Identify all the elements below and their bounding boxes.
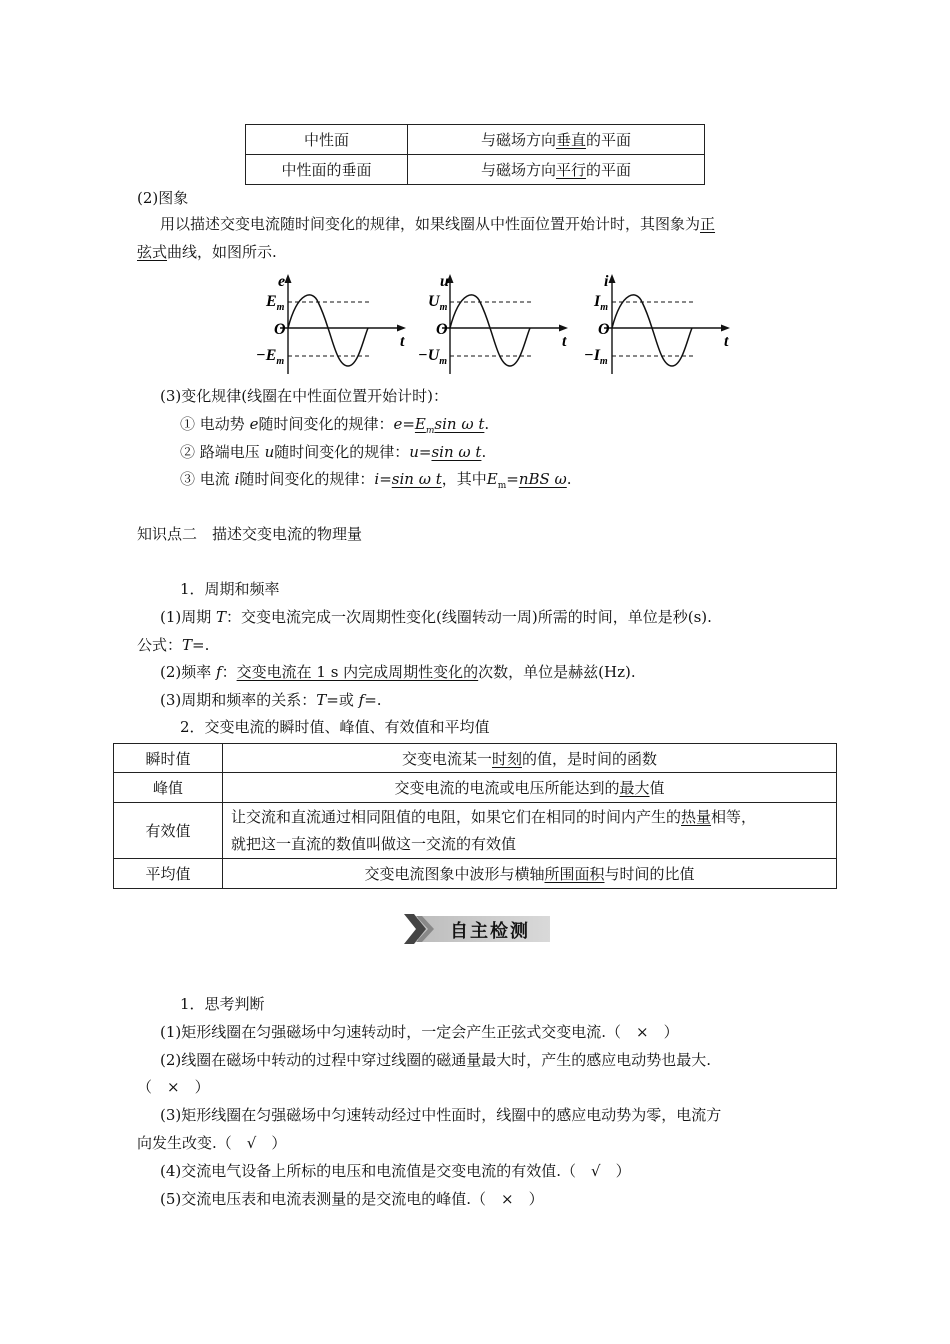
neutral-plane-table — [245, 124, 705, 185]
table1-term: 中性面 — [246, 125, 408, 155]
table1-term: 中性面的垂面 — [246, 155, 408, 185]
y-axis-label: e — [278, 273, 286, 290]
frequency-definition: (2)频率 f：交变电流在 1 s 内完成周期性变化的次数，单位是赫兹(Hz). — [160, 663, 636, 681]
knowledge-point-2-heading: 知识点二 描述交变电流的物理量 — [137, 525, 363, 543]
question-2: (2)线圈在磁场中转动的过程中穿过线圈的磁通量最大时，产生的感应电动势也最大. — [160, 1051, 712, 1069]
value-name: 平均值 — [114, 859, 223, 889]
question-5: (5)交流电压表和电流表测量的是交流电的峰值.（ × ） — [160, 1190, 544, 1208]
period-frequency-title: 1．周期和频率 — [180, 580, 280, 598]
question-3: (3)矩形线圈在匀强磁场中匀速转动经过中性面时，线圈中的感应电动势为零，电流方 — [160, 1106, 722, 1124]
svg-text:t: t — [724, 333, 729, 350]
judgment-title: 1．思考判断 — [180, 995, 265, 1013]
svg-text:i: i — [604, 273, 609, 290]
value-desc: 交变电流的电流或电压所能达到的最大值 — [223, 773, 837, 803]
question-1: (1)矩形线圈在匀强磁场中匀速转动时，一定会产生正弦式交变电流.（ × ） — [160, 1023, 679, 1041]
svg-text:t: t — [400, 333, 405, 350]
ac-values-table — [113, 743, 837, 889]
svg-text:Um: $U_m$ — [428, 293, 448, 313]
self-check-banner — [404, 914, 550, 944]
values-title: 2．交变电流的瞬时值、峰值、有效值和平均值 — [180, 718, 490, 736]
svg-text:u: u — [440, 273, 449, 290]
graph-description-line1: 用以描述交变电流随时间变化的规律，如果线圈从中性面位置开始计时，其图象为正 — [160, 215, 716, 233]
period-frequency-relation: (3)周期和频率的关系：T=或 f=. — [160, 691, 382, 709]
svg-text:O: O — [274, 321, 286, 338]
sine-graphs — [250, 270, 740, 378]
svg-text:t: t — [562, 333, 567, 350]
table1-desc: 与磁场方向垂直的平面 — [408, 125, 705, 155]
graph-description-line2: 弦式曲线，如图所示. — [137, 243, 277, 261]
question-3-cont: 向发生改变.（ √ ） — [137, 1134, 287, 1152]
rule-emf: ① 电动势 e随时间变化的规律：$e=E_m\sin$ ω t. — [180, 415, 490, 436]
svg-text:Em: $E_m$ — [266, 293, 285, 313]
value-name: 瞬时值 — [114, 744, 223, 773]
value-name: 有效值 — [114, 803, 223, 859]
rule-current: ③ 电流 i随时间变化的规律：i=sin ω t，其中$E_m=nBS$ ω. — [180, 470, 572, 491]
svg-text:O: O — [598, 321, 610, 338]
period-formula: 公式：T=. — [137, 636, 210, 654]
question-2-answer: （ × ） — [137, 1078, 210, 1096]
rules-title: (3)变化规律(线圈在中性面位置开始计时)： — [160, 387, 448, 405]
svg-text:O: O — [436, 321, 448, 338]
voltage-graph — [418, 273, 568, 374]
table1-desc: 与磁场方向平行的平面 — [408, 155, 705, 185]
svg-text:−Um: $-U_m$ — [418, 347, 448, 367]
svg-text:Im: $I_m$ — [594, 293, 609, 313]
svg-text:−Em: $-E_m$ — [256, 347, 285, 367]
emf-graph — [256, 273, 406, 374]
period-definition: (1)周期 T：交变电流完成一次周期性变化(线圈转动一周)所需的时间，单位是秒(s). — [160, 608, 712, 626]
value-desc: 交变电流图象中波形与横轴所围面积与时间的比值 — [223, 859, 837, 889]
rule-voltage: ② 路端电压 u随时间变化的规律：u=sin ω t. — [180, 443, 487, 461]
value-name: 峰值 — [114, 773, 223, 803]
current-graph — [584, 273, 730, 374]
question-4: (4)交流电气设备上所标的电压和电流值是交变电流的有效值.（ √ ） — [160, 1162, 631, 1180]
value-desc: 交变电流某一时刻的值，是时间的函数 — [223, 744, 837, 773]
banner-title: 自主检测 — [450, 921, 530, 942]
svg-text:−Im: $-I_m$ — [584, 347, 608, 367]
value-desc: 让交流和直流通过相同阻值的电阻，如果它们在相同的时间内产生的热量相等， 就把这一直流的数值叫做这一交流的有效值 — [223, 803, 837, 859]
section-graph-title: (2)图象 — [137, 189, 189, 207]
